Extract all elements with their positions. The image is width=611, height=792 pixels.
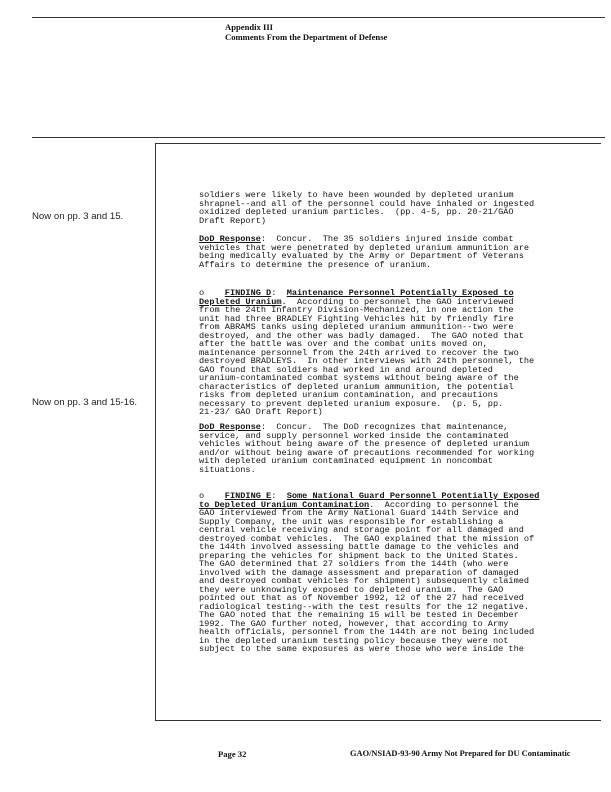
text-segment: situations. [199, 464, 256, 475]
underlined-heading: DoD Response [199, 234, 261, 244]
text-segment: subject to the same exposures as were those who were inside the [199, 644, 524, 654]
text-segment: : [271, 491, 287, 501]
text-segment: shrapnel--and all of the personnel could have inhaled or ingested [199, 198, 535, 209]
text-line [199, 408, 534, 417]
text-segment: GAO interviewed from the Army National Guard 144th Service and [199, 508, 519, 518]
text-line [199, 466, 534, 475]
underlined-heading: Maintenance Personnel Potentially Exposed to [286, 288, 514, 298]
text-segment: The GAO determined that 27 soldiers from the 144th (who were [199, 559, 509, 569]
text-segment: with depleted uranium contaminated equipment in noncombat [199, 456, 493, 466]
text-line [199, 217, 534, 226]
paragraph-finding-d [199, 289, 534, 417]
text-segment: destroyed BRADLEYS. In other interviews with 24th personnel, the [199, 356, 535, 366]
text-segment: pointed out that as of November 1992, 12 of the 27 had received [199, 593, 524, 603]
top-rule [32, 17, 605, 18]
text-segment: maintenance personnel from the 24th arrived to recover the two [199, 347, 519, 358]
text-segment: the 144th involved assessing battle damage to the vehicles and [199, 542, 519, 552]
text-segment: preparing the vehicles for shipment back to the United States. [199, 550, 519, 561]
text-segment: : [271, 288, 287, 298]
text-segment: uranium-contaminated combat systems without being aware of the [199, 373, 519, 383]
text-segment: o [199, 288, 225, 298]
margin-note-1: Now on pp. 3 and 15. [32, 211, 124, 222]
text-segment: : Concur. The 35 soldiers injured inside combat [260, 234, 514, 244]
text-segment: radiological testing--with the test results for the 12 negative. [199, 601, 530, 612]
text-segment: in the depleted uranium testing policy because they were not [199, 635, 509, 646]
text-segment: soldiers were likely to have been wounded by depleted uranium [199, 190, 514, 200]
text-segment: unit had three BRADLEY Fighting Vehicles hit by friendly fire [199, 313, 514, 324]
text-segment: vehicles without being aware of the presence of depleted uranium [199, 439, 530, 449]
text-segment: vehicles that were penetrated by depleted uranium ammunition are [199, 242, 530, 253]
underlined-heading: FINDING E [224, 491, 272, 501]
text-segment: necessary to prevent depleted uranium exposure. (p. 5, pp. [199, 398, 504, 409]
text-segment: oxidized depleted uranium particles. (pp. 4-5, pp. 20-21/GAO [199, 207, 514, 217]
page-number: Page 32 [218, 749, 247, 759]
paragraph-dod-response-c [199, 235, 529, 269]
text-segment: GAO found that soldiers had worked in and around depleted [199, 364, 493, 375]
underlined-heading: Depleted Uranium [199, 296, 282, 307]
underlined-heading: to Depleted Uranium Contamination [199, 499, 370, 510]
underlined-heading: Some National Guard Personnel Potentially Exposed [286, 491, 540, 501]
text-segment: Supply Company, the unit was responsible for establishing a [199, 516, 504, 527]
appendix-label: Appendix III [225, 22, 274, 32]
text-segment: characteristics of depleted uranium ammunition, the potential [199, 381, 514, 392]
text-segment: Affairs to determine the presence of uranium. [199, 259, 432, 270]
text-segment: The GAO noted that the remaining 15 will be tested in December [199, 610, 519, 620]
text-line [199, 261, 529, 270]
text-segment: . According to personnel the [369, 499, 519, 510]
appendix-title: Comments From the Department of Defense [225, 32, 388, 42]
text-line [199, 645, 539, 654]
report-title: GAO/NSIAD-93-90 Army Not Prepared for DU Contaminatic [350, 749, 571, 758]
text-segment: being medically evaluated by the Army or Department of Veterans [199, 251, 524, 261]
text-segment: and/or without being aware of precautions recommended for working [199, 447, 535, 458]
text-segment: risks from depleted uranium contamination, and precautions [199, 390, 499, 400]
text-segment: they were unknowingly exposed to depleted uranium. The GAO [199, 584, 504, 595]
text-segment: central vehicle receiving and storage point for all damaged and [199, 525, 524, 535]
text-segment: involved with the damage assessment and preparation of damaged [199, 567, 519, 578]
text-segment: and destroyed combat vehicles for shipment) subsequently claimed [199, 576, 530, 586]
text-segment: 1992. The GAO further noted, however, that according to Army [199, 618, 509, 629]
text-segment: : Concur. The DoD recognizes that maintenance, [260, 422, 509, 432]
text-segment: destroyed, and the other was badly damaged. The GAO noted that [199, 330, 524, 341]
underlined-heading: FINDING D [224, 288, 272, 298]
section-rule [32, 137, 605, 138]
text-segment: health officials, personnel from the 144th are not being included [199, 627, 535, 637]
paragraph-finding-e [199, 492, 539, 654]
underlined-heading: DoD Response [199, 422, 261, 432]
text-segment: from ABRAMS tanks using depleted uranium ammunition--two were [199, 322, 514, 332]
text-segment: after the battle was over and the combat units moved on, [199, 339, 488, 349]
text-segment: 21-23/ GAO Draft Report) [199, 407, 323, 417]
text-segment: o [199, 491, 225, 501]
margin-note-2: Now on pp. 3 and 15-16. [32, 397, 138, 408]
paragraph-finding-c-continued [199, 191, 534, 225]
text-segment: destroyed combat vehicles. The GAO explained that the mission of [199, 533, 535, 544]
text-segment: Draft Report) [199, 215, 267, 226]
paragraph-dod-response-d [199, 423, 534, 474]
text-segment: from the 24th Infantry Division-Mechanized, in one action the [199, 305, 514, 315]
text-segment: service, and supply personnel worked inside the contaminated [199, 430, 509, 441]
text-segment: . According to personnel the GAO interviewed [281, 296, 514, 307]
